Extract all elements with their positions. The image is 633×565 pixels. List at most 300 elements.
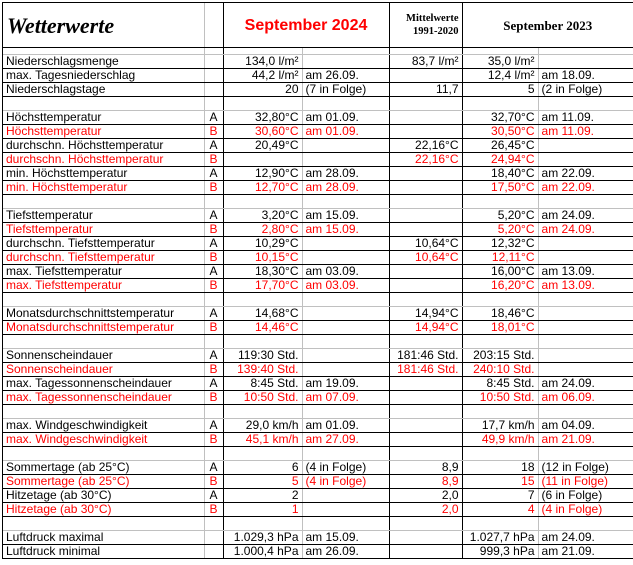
station-code-cell xyxy=(204,517,223,531)
row-label-cell xyxy=(3,195,204,209)
value-2024: 44,2 l/m² xyxy=(223,69,302,83)
station-code: A xyxy=(204,461,223,475)
date-2024: am 28.09. xyxy=(302,181,389,195)
date-2023: (11 in Folge) xyxy=(538,475,633,489)
date-2024: am 03.09. xyxy=(302,265,389,279)
date-2023: (12 in Folge) xyxy=(538,461,633,475)
value-2024: 134,0 l/m² xyxy=(223,55,302,69)
value-2024: 12,90°C xyxy=(223,167,302,181)
row-label: Tiefsttemperatur xyxy=(3,209,204,223)
station-code: B xyxy=(204,125,223,139)
date-2023: (6 in Folge) xyxy=(538,489,633,503)
date-2023: am 22.09. xyxy=(538,181,633,195)
mittelwert xyxy=(389,419,462,433)
row-label-cell xyxy=(3,335,204,349)
value-2024: 30,60°C xyxy=(223,125,302,139)
weather-values-sheet xyxy=(2,2,633,559)
date-2024: am 01.09. xyxy=(302,111,389,125)
date-2023 xyxy=(538,363,633,377)
date-2023: am 24.09. xyxy=(538,223,633,237)
table-row xyxy=(3,419,633,433)
date-2024-cell xyxy=(302,195,389,209)
spacer-row xyxy=(3,405,633,419)
mittelwert: 22,16°C xyxy=(389,139,462,153)
date-2023-cell xyxy=(538,293,633,307)
mittelwert-cell xyxy=(389,335,462,349)
row-label: Sonnenscheindauer xyxy=(3,363,204,377)
value-2023: 4 xyxy=(462,503,538,517)
mittelwert: 181:46 Std. xyxy=(389,349,462,363)
mittelwert: 10,64°C xyxy=(389,237,462,251)
date-2023 xyxy=(538,139,633,153)
table-row xyxy=(3,433,633,447)
row-label: Höchsttemperatur xyxy=(3,111,204,125)
value-2024: 20,49°C xyxy=(223,139,302,153)
station-code: B xyxy=(204,391,223,405)
date-2024 xyxy=(302,55,389,69)
value-2024: 32,80°C xyxy=(223,111,302,125)
table-row xyxy=(3,55,633,69)
mittelwert-cell xyxy=(389,293,462,307)
header-row xyxy=(3,3,633,48)
station-code: B xyxy=(204,181,223,195)
station-code: A xyxy=(204,419,223,433)
date-2024 xyxy=(302,321,389,335)
date-2023: am 21.09. xyxy=(538,545,633,559)
mittelwert: 2,0 xyxy=(389,503,462,517)
station-code: A xyxy=(204,209,223,223)
table-row xyxy=(3,125,633,139)
date-2024 xyxy=(302,153,389,167)
value-2023-cell xyxy=(462,517,538,531)
date-2024: am 15.09. xyxy=(302,223,389,237)
date-2023-cell xyxy=(538,195,633,209)
mittelwert: 181:46 Std. xyxy=(389,363,462,377)
row-label: Sommertage (ab 25°C) xyxy=(3,475,204,489)
station-code: A xyxy=(204,377,223,391)
value-2024 xyxy=(223,153,302,167)
date-2023 xyxy=(538,251,633,265)
row-label: Tiefsttemperatur xyxy=(3,223,204,237)
table-row xyxy=(3,363,633,377)
mittelwert xyxy=(389,391,462,405)
value-2023: 18,01°C xyxy=(462,321,538,335)
value-2023: 8:45 Std. xyxy=(462,377,538,391)
station-code: A xyxy=(204,307,223,321)
mittelwert: 8,9 xyxy=(389,461,462,475)
row-label: max. Tagessonnenscheindauer xyxy=(3,391,204,405)
date-2024 xyxy=(302,349,389,363)
table-row xyxy=(3,377,633,391)
row-label: Monatsdurchschnittstemperatur xyxy=(3,307,204,321)
date-2024: am 03.09. xyxy=(302,279,389,293)
date-2024-cell xyxy=(302,447,389,461)
value-2024-cell xyxy=(223,405,302,419)
station-code: B xyxy=(204,223,223,237)
spacer-row xyxy=(3,195,633,209)
row-label: min. Höchsttemperatur xyxy=(3,167,204,181)
value-2024-cell xyxy=(223,48,302,55)
date-2024 xyxy=(302,251,389,265)
value-2024: 2 xyxy=(223,489,302,503)
spacer-row xyxy=(3,97,633,111)
value-2023: 240:10 Std. xyxy=(462,363,538,377)
station-code: A xyxy=(204,489,223,503)
date-2023: am 21.09. xyxy=(538,433,633,447)
date-2023-cell xyxy=(538,405,633,419)
row-label: Niederschlagsmenge xyxy=(3,55,204,69)
station-code: A xyxy=(204,237,223,251)
station-code: B xyxy=(204,153,223,167)
row-label: Sommertage (ab 25°C) xyxy=(3,461,204,475)
table-row xyxy=(3,223,633,237)
mittelwert: 10,64°C xyxy=(389,251,462,265)
row-label-cell xyxy=(3,405,204,419)
table-row xyxy=(3,265,633,279)
station-code: B xyxy=(204,503,223,517)
value-2023: 5,20°C xyxy=(462,209,538,223)
row-label-cell xyxy=(3,517,204,531)
row-label: Sonnenscheindauer xyxy=(3,349,204,363)
station-code-cell xyxy=(204,405,223,419)
date-2023 xyxy=(538,349,633,363)
row-label-cell xyxy=(3,293,204,307)
row-label: max. Tiefsttemperatur xyxy=(3,279,204,293)
date-2023: (2 in Folge) xyxy=(538,83,633,97)
station-code-cell xyxy=(204,195,223,209)
station-code-cell xyxy=(204,447,223,461)
mittelwert xyxy=(389,279,462,293)
station-code: B xyxy=(204,321,223,335)
value-2023-cell xyxy=(462,293,538,307)
row-label: Höchsttemperatur xyxy=(3,125,204,139)
value-2023: 12,4 l/m² xyxy=(462,69,538,83)
value-2024-cell xyxy=(223,447,302,461)
row-label: max. Windgeschwindigkeit xyxy=(3,433,204,447)
date-2023 xyxy=(538,55,633,69)
station-code: A xyxy=(204,111,223,125)
value-2023-cell xyxy=(462,195,538,209)
value-2023: 12,32°C xyxy=(462,237,538,251)
value-2024: 10,29°C xyxy=(223,237,302,251)
value-2023: 1.027,7 hPa xyxy=(462,531,538,545)
station-code: A xyxy=(204,349,223,363)
station-code: A xyxy=(204,265,223,279)
date-2023: am 24.09. xyxy=(538,209,633,223)
station-code-cell xyxy=(204,335,223,349)
date-2024 xyxy=(302,363,389,377)
date-2023: am 13.09. xyxy=(538,265,633,279)
date-2024 xyxy=(302,237,389,251)
value-2023: 18,40°C xyxy=(462,167,538,181)
row-label-cell xyxy=(3,97,204,111)
date-2023-cell xyxy=(538,447,633,461)
value-2023: 18 xyxy=(462,461,538,475)
table-row xyxy=(3,167,633,181)
row-label: durchschn. Tiefsttemperatur xyxy=(3,251,204,265)
row-label: Luftdruck minimal xyxy=(3,545,204,559)
value-2023: 17,7 km/h xyxy=(462,419,538,433)
header-mittelwerte-line1: Mittelwerte xyxy=(406,13,459,24)
header-station-cell xyxy=(204,3,223,48)
row-label: max. Tagessonnenscheindauer xyxy=(3,377,204,391)
station-code xyxy=(204,69,223,83)
date-2024: (7 in Folge) xyxy=(302,83,389,97)
mittelwert xyxy=(389,531,462,545)
date-2024-cell xyxy=(302,405,389,419)
table-row xyxy=(3,489,633,503)
row-label-cell xyxy=(3,48,204,55)
station-code-cell xyxy=(204,293,223,307)
value-2023: 49,9 km/h xyxy=(462,433,538,447)
value-2024: 1 xyxy=(223,503,302,517)
value-2023: 12,11°C xyxy=(462,251,538,265)
table-row xyxy=(3,237,633,251)
date-2024: am 01.09. xyxy=(302,419,389,433)
mittelwert xyxy=(389,111,462,125)
value-2024: 3,20°C xyxy=(223,209,302,223)
station-code: A xyxy=(204,139,223,153)
date-2023-cell xyxy=(538,97,633,111)
value-2024-cell xyxy=(223,97,302,111)
value-2024: 12,70°C xyxy=(223,181,302,195)
row-label: min. Höchsttemperatur xyxy=(3,181,204,195)
value-2024: 8:45 Std. xyxy=(223,377,302,391)
row-label: Hitzetage (ab 30°C) xyxy=(3,489,204,503)
station-code: B xyxy=(204,251,223,265)
station-code: A xyxy=(204,167,223,181)
value-2024-cell xyxy=(223,195,302,209)
row-label: durchschn. Höchsttemperatur xyxy=(3,139,204,153)
mittelwert: 14,94°C xyxy=(389,307,462,321)
value-2023-cell xyxy=(462,447,538,461)
value-2023: 32,70°C xyxy=(462,111,538,125)
date-2024: am 27.09. xyxy=(302,433,389,447)
value-2024: 45,1 km/h xyxy=(223,433,302,447)
row-label: max. Tagesniederschlag xyxy=(3,69,204,83)
table-row xyxy=(3,503,633,517)
table-row xyxy=(3,69,633,83)
row-label: Hitzetage (ab 30°C) xyxy=(3,503,204,517)
mittelwert xyxy=(389,545,462,559)
station-code-cell xyxy=(204,97,223,111)
table-row xyxy=(3,391,633,405)
value-2024: 20 xyxy=(223,83,302,97)
date-2023-cell xyxy=(538,335,633,349)
date-2024 xyxy=(302,489,389,503)
date-2024: am 19.09. xyxy=(302,377,389,391)
row-label: max. Windgeschwindigkeit xyxy=(3,419,204,433)
value-2023: 10:50 Std. xyxy=(462,391,538,405)
value-2024: 10,15°C xyxy=(223,251,302,265)
spacer-row xyxy=(3,335,633,349)
value-2023: 30,50°C xyxy=(462,125,538,139)
value-2024: 119:30 Std. xyxy=(223,349,302,363)
spacer-row xyxy=(3,293,633,307)
table-row xyxy=(3,307,633,321)
date-2023: am 06.09. xyxy=(538,391,633,405)
value-2023-cell xyxy=(462,48,538,55)
value-2024: 6 xyxy=(223,461,302,475)
header-september-2023: September 2023 xyxy=(462,3,633,48)
date-2023: am 04.09. xyxy=(538,419,633,433)
table-row xyxy=(3,475,633,489)
date-2023-cell xyxy=(538,48,633,55)
mittelwert xyxy=(389,69,462,83)
mittelwert: 11,7 xyxy=(389,83,462,97)
station-code: B xyxy=(204,475,223,489)
value-2024: 139:40 Std. xyxy=(223,363,302,377)
mittelwert xyxy=(389,125,462,139)
table-row xyxy=(3,531,633,545)
table-row xyxy=(3,461,633,475)
spacer-row xyxy=(3,48,633,55)
table-row xyxy=(3,251,633,265)
value-2023: 16,00°C xyxy=(462,265,538,279)
mittelwert xyxy=(389,167,462,181)
date-2023: am 13.09. xyxy=(538,279,633,293)
table-row xyxy=(3,153,633,167)
mittelwert-cell xyxy=(389,405,462,419)
header-mittelwerte-line2: 1991-2020 xyxy=(413,26,459,37)
date-2023: am 18.09. xyxy=(538,69,633,83)
mittelwert: 2,0 xyxy=(389,489,462,503)
spacer-row xyxy=(3,447,633,461)
date-2023-cell xyxy=(538,517,633,531)
date-2023 xyxy=(538,237,633,251)
date-2024-cell xyxy=(302,293,389,307)
row-label: Monatsdurchschnittstemperatur xyxy=(3,321,204,335)
mittelwert xyxy=(389,377,462,391)
value-2023: 15 xyxy=(462,475,538,489)
table-row xyxy=(3,209,633,223)
mittelwert xyxy=(389,223,462,237)
value-2024-cell xyxy=(223,517,302,531)
station-code-cell xyxy=(204,48,223,55)
value-2023: 999,3 hPa xyxy=(462,545,538,559)
table-row xyxy=(3,279,633,293)
date-2024-cell xyxy=(302,335,389,349)
date-2024: am 07.09. xyxy=(302,391,389,405)
row-label: Luftdruck maximal xyxy=(3,531,204,545)
value-2023: 24,94°C xyxy=(462,153,538,167)
header-september-2024: September 2024 xyxy=(223,3,389,48)
mittelwert xyxy=(389,181,462,195)
value-2024-cell xyxy=(223,293,302,307)
value-2023: 203:15 Std. xyxy=(462,349,538,363)
mittelwert-cell xyxy=(389,447,462,461)
value-2023-cell xyxy=(462,97,538,111)
row-label: max. Tiefsttemperatur xyxy=(3,265,204,279)
value-2023-cell xyxy=(462,405,538,419)
row-label: Niederschlagstage xyxy=(3,83,204,97)
value-2024: 5 xyxy=(223,475,302,489)
station-code xyxy=(204,83,223,97)
row-label: durchschn. Höchsttemperatur xyxy=(3,153,204,167)
value-2024: 10:50 Std. xyxy=(223,391,302,405)
table-row xyxy=(3,321,633,335)
value-2024: 1.029,3 hPa xyxy=(223,531,302,545)
value-2024: 17,70°C xyxy=(223,279,302,293)
date-2024: am 26.09. xyxy=(302,545,389,559)
mittelwert-cell xyxy=(389,97,462,111)
mittelwert: 8,9 xyxy=(389,475,462,489)
station-code: B xyxy=(204,363,223,377)
row-label: durchschn. Tiefsttemperatur xyxy=(3,237,204,251)
value-2024: 29,0 km/h xyxy=(223,419,302,433)
row-label-cell xyxy=(3,447,204,461)
date-2023: (4 in Folge) xyxy=(538,503,633,517)
date-2023: am 11.09. xyxy=(538,125,633,139)
value-2024: 2,80°C xyxy=(223,223,302,237)
value-2023: 35,0 l/m² xyxy=(462,55,538,69)
station-code: B xyxy=(204,279,223,293)
value-2023-cell xyxy=(462,335,538,349)
date-2024-cell xyxy=(302,517,389,531)
station-code xyxy=(204,55,223,69)
value-2024: 14,68°C xyxy=(223,307,302,321)
date-2024-cell xyxy=(302,97,389,111)
table-row xyxy=(3,349,633,363)
table-row xyxy=(3,111,633,125)
date-2024 xyxy=(302,307,389,321)
weather-table xyxy=(3,3,633,559)
date-2023: am 11.09. xyxy=(538,111,633,125)
mittelwert-cell xyxy=(389,195,462,209)
date-2024: am 28.09. xyxy=(302,167,389,181)
date-2024: am 26.09. xyxy=(302,69,389,83)
value-2023: 7 xyxy=(462,489,538,503)
mittelwert xyxy=(389,433,462,447)
value-2023: 16,20°C xyxy=(462,279,538,293)
value-2024-cell xyxy=(223,335,302,349)
date-2023: am 22.09. xyxy=(538,167,633,181)
table-row xyxy=(3,83,633,97)
value-2023: 5,20°C xyxy=(462,223,538,237)
spacer-row xyxy=(3,517,633,531)
mittelwert-cell xyxy=(389,517,462,531)
value-2023: 26,45°C xyxy=(462,139,538,153)
date-2024: am 15.09. xyxy=(302,531,389,545)
header-mittelwerte xyxy=(389,3,462,48)
value-2024: 14,46°C xyxy=(223,321,302,335)
date-2023 xyxy=(538,307,633,321)
date-2023 xyxy=(538,153,633,167)
station-code: B xyxy=(204,433,223,447)
date-2024: am 01.09. xyxy=(302,125,389,139)
sheet-title: Wetterwerte xyxy=(3,3,204,48)
mittelwert xyxy=(389,209,462,223)
date-2024-cell xyxy=(302,48,389,55)
table-row xyxy=(3,139,633,153)
mittelwert: 14,94°C xyxy=(389,321,462,335)
date-2024: (4 in Folge) xyxy=(302,475,389,489)
table-row xyxy=(3,181,633,195)
date-2024 xyxy=(302,139,389,153)
value-2023: 17,50°C xyxy=(462,181,538,195)
value-2023: 18,46°C xyxy=(462,307,538,321)
date-2023: am 24.09. xyxy=(538,531,633,545)
mittelwert xyxy=(389,265,462,279)
date-2023 xyxy=(538,321,633,335)
mittelwert: 22,16°C xyxy=(389,153,462,167)
mittelwert-cell xyxy=(389,48,462,55)
value-2023: 5 xyxy=(462,83,538,97)
date-2024: (4 in Folge) xyxy=(302,461,389,475)
mittelwert: 83,7 l/m² xyxy=(389,55,462,69)
station-code xyxy=(204,531,223,545)
station-code xyxy=(204,545,223,559)
